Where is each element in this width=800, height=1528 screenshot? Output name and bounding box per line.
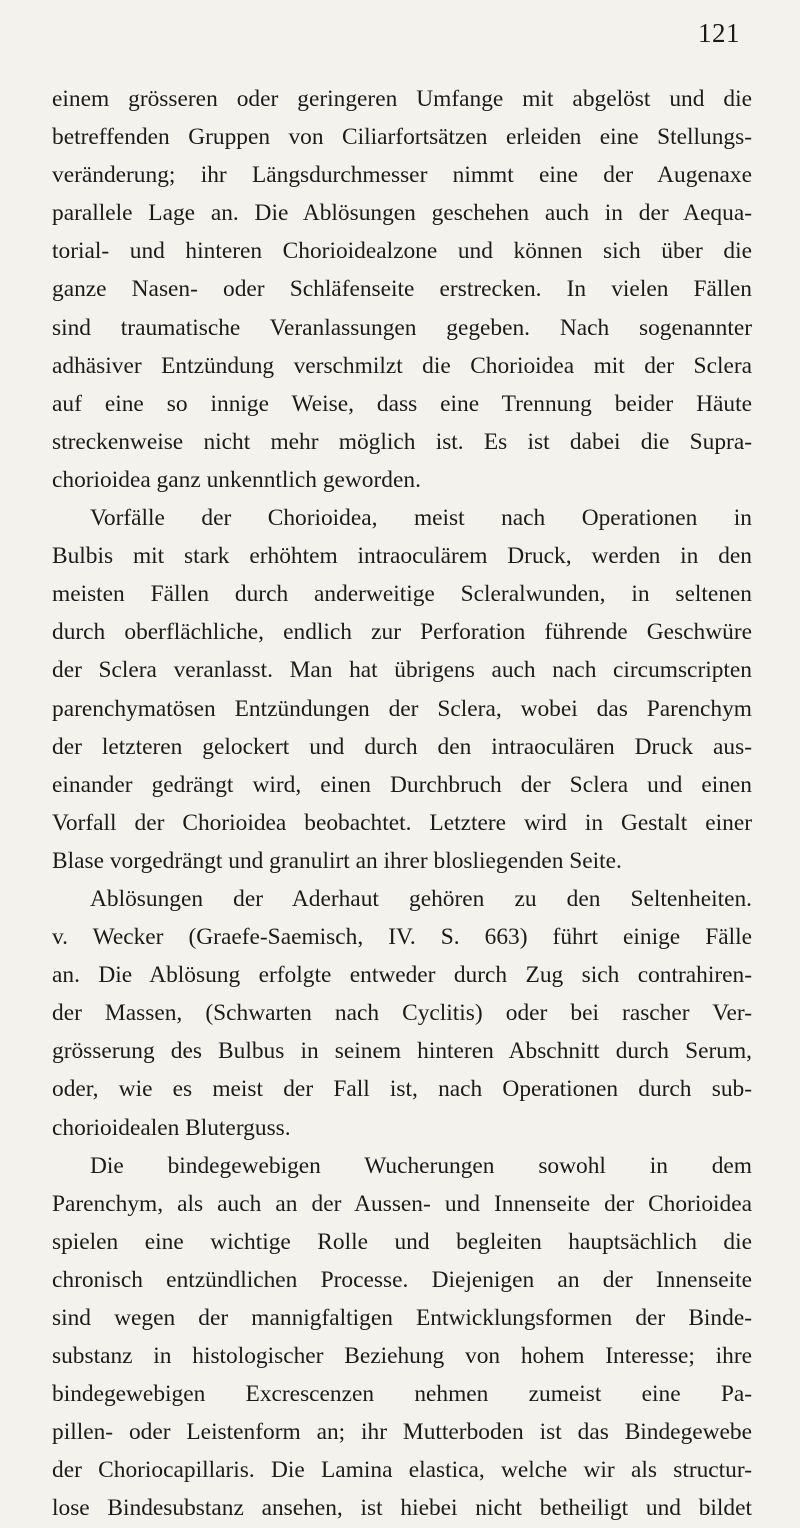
- paragraph-start-line: Die bindegewebigen Wucherungen sowohl in dem: [90, 1152, 752, 1179]
- text-line: der Sclera veranlasst. Man hat übrigens auch nach circumscripten: [52, 657, 752, 684]
- text-line: einander gedrängt wird, einen Durchbruch der Sclera und einen: [52, 771, 752, 798]
- text-line: Vorfall der Chorioidea beobachtet. Letztere wird in Gestalt einer: [52, 809, 752, 836]
- text-line: torial- und hinteren Chorioidealzone und können sich über die: [52, 238, 752, 265]
- text-line: ganze Nasen- oder Schläfenseite erstrecken. In vielen Fällen: [52, 276, 752, 303]
- text-line: betreffenden Gruppen von Ciliarfortsätzen erleiden eine Stellungs-: [52, 124, 752, 151]
- text-line: sind wegen der mannigfaltigen Entwicklungsformen der Binde-: [52, 1305, 752, 1331]
- text-line: grösserung des Bulbus in seinem hinteren Abschnitt durch Serum,: [52, 1038, 752, 1065]
- text-line: Bulbis mit stark erhöhtem intraoculärem Druck, werden in den: [52, 543, 752, 570]
- text-line: spielen eine wichtige Rolle und begleiten hauptsächlich die: [52, 1228, 752, 1255]
- paragraph-start-line: Ablösungen der Aderhaut gehören zu den Seltenheiten.: [90, 885, 752, 912]
- text-line: bindegewebigen Excrescenzen nehmen zumeist eine Pa-: [52, 1381, 752, 1408]
- text-line: Parenchym, als auch an der Aussen- und Innenseite der Chorioidea: [52, 1190, 752, 1217]
- text-line: chorioidea ganz unkenntlich geworden.: [52, 466, 421, 493]
- body-text: [52, 80, 752, 1528]
- text-line: an. Die Ablösung erfolgte entweder durch Zug sich contrahiren-: [52, 962, 752, 989]
- text-line: adhäsiver Entzündung verschmilzt die Chorioidea mit der Sclera: [52, 352, 752, 379]
- text-line: veränderung; ihr Längsdurchmesser nimmt eine der Augenaxe: [52, 162, 752, 189]
- text-line: meisten Fällen durch anderweitige Scleralwunden, in seltenen: [52, 581, 752, 608]
- text-line: der Massen, (Schwarten nach Cyclitis) oder bei rascher Ver-: [52, 1000, 752, 1027]
- page-number: 121: [698, 18, 740, 48]
- text-line: pillen- oder Leistenform an; ihr Mutterboden ist das Bindegewebe: [52, 1419, 752, 1446]
- text-line: chronisch entzündlichen Processe. Diejenigen an der Innenseite: [52, 1266, 752, 1293]
- text-line: oder, wie es meist der Fall ist, nach Operationen durch sub-: [52, 1076, 752, 1103]
- text-line: chorioidealen Bluterguss.: [52, 1114, 291, 1141]
- text-line: substanz in histologischer Beziehung von hohem Interesse; ihre: [52, 1343, 752, 1370]
- paragraph-start-line: Vorfälle der Chorioidea, meist nach Operationen in: [90, 505, 752, 532]
- text-line: durch oberflächliche, endlich zur Perforation führende Geschwüre: [52, 619, 752, 646]
- text-line: Blase vorgedrängt und granulirt an ihrer blosliegenden Seite.: [52, 847, 622, 874]
- text-line: v. Wecker (Graefe-Saemisch, IV. S. 663) führt einige Fälle: [52, 924, 752, 951]
- text-line: auf eine so innige Weise, dass eine Trennung beider Häute: [52, 390, 752, 417]
- text-line: lose Bindesubstanz ansehen, ist hiebei nicht betheiligt und bildet: [52, 1495, 752, 1522]
- text-line: streckenweise nicht mehr möglich ist. Es ist dabei die Supra-: [52, 428, 752, 455]
- text-line: der letzteren gelockert und durch den intraoculären Druck aus-: [52, 733, 752, 760]
- text-line: einem grösseren oder geringeren Umfange mit abgelöst und die: [52, 86, 752, 112]
- text-line: sind traumatische Veranlassungen gegeben. Nach sogenannter: [52, 314, 752, 341]
- text-line: parallele Lage an. Die Ablösungen geschehen auch in der Aequa-: [52, 200, 752, 227]
- text-line: parenchymatösen Entzündungen der Sclera, wobei das Parenchym: [52, 695, 752, 722]
- text-line: der Choriocapillaris. Die Lamina elastica, welche wir als structur-: [52, 1457, 752, 1484]
